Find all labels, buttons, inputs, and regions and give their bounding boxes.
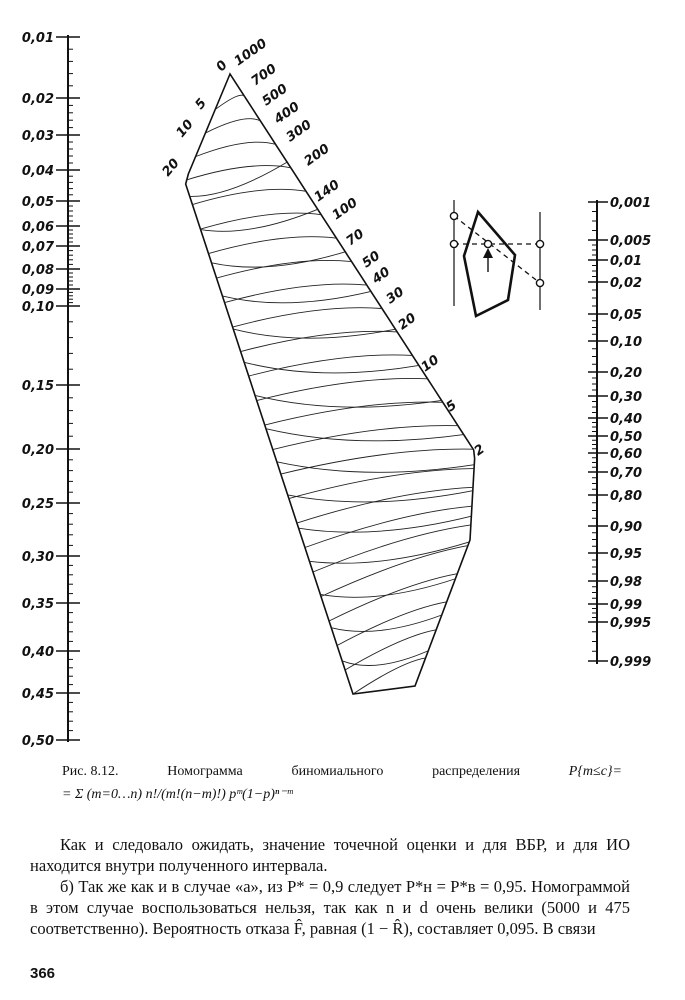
right-axis-label: 0,50 xyxy=(610,430,643,445)
paragraph-2: б) Так же как и в случае «а», из P* = 0,9 следует P*н = P*в = 0,95. Номограммой в этом случае воспользоваться нельзя, так как n и d очень велики (5000 и 475 соответственно). Вероятность отказа F̂, равная (1 − R̂), составляет 0,095. В связи xyxy=(30,877,630,938)
n-label: 300 xyxy=(283,117,315,146)
c-label: 0 xyxy=(213,57,231,75)
n-label: 400 xyxy=(271,99,303,128)
left-axis-label: 0,03 xyxy=(21,129,54,144)
key-node-circle xyxy=(536,279,543,286)
right-axis-label: 0,70 xyxy=(610,466,643,481)
left-axis-label: 0,40 xyxy=(21,645,54,660)
n-label: 30 xyxy=(383,284,408,308)
key-region xyxy=(464,212,515,316)
c-curve xyxy=(277,462,474,472)
caption-word3: распределения xyxy=(432,764,521,779)
left-axis-label: 0,25 xyxy=(21,497,54,512)
left-axis-label: 0,07 xyxy=(21,240,54,255)
left-axis-label: 0,10 xyxy=(21,300,54,315)
paragraph-1: Как и следовало ожидать, значение точечной оценки и для ВБР, и для ИО находится внутри полученного интервала. xyxy=(30,835,630,875)
c-curve xyxy=(201,209,318,231)
caption-prefix: Рис. 8.12. xyxy=(62,764,119,779)
c-curve xyxy=(331,615,442,631)
n-label: 700 xyxy=(248,61,280,90)
usage-key-diagram xyxy=(450,200,543,316)
n-curve xyxy=(297,487,473,523)
n-curve xyxy=(289,469,474,499)
body-text xyxy=(30,834,630,939)
n-curve xyxy=(241,331,398,351)
right-axis-label: 0,98 xyxy=(610,575,643,590)
right-axis xyxy=(588,196,651,670)
caption-formula-body: = Σ (m=0…n) n!/(m!(n−m)!) pᵐ(1−p)ⁿ⁻ᵐ xyxy=(62,787,293,802)
left-axis-label: 0,01 xyxy=(21,31,54,46)
c-curve xyxy=(266,429,464,441)
n-curve xyxy=(233,308,382,327)
c-label: 10 xyxy=(173,117,197,141)
n-curve xyxy=(217,260,352,278)
left-axis-label: 0,20 xyxy=(21,443,54,458)
caption-formula-head: P{m≤c}= xyxy=(568,764,622,779)
left-axis-label: 0,02 xyxy=(21,92,54,107)
key-node-circle xyxy=(450,240,457,247)
n-curve xyxy=(305,506,472,547)
n-curve xyxy=(208,237,336,254)
right-axis-label: 0,02 xyxy=(610,276,643,291)
n-label: 50 xyxy=(359,248,384,272)
right-axis-label: 0,995 xyxy=(610,616,652,631)
n-label: 2 xyxy=(471,441,488,460)
left-axis-label: 0,09 xyxy=(21,283,54,298)
right-axis-label: 0,001 xyxy=(610,196,652,211)
right-axis-label: 0,90 xyxy=(610,520,643,535)
left-axis-label: 0,06 xyxy=(21,220,54,235)
n-curve xyxy=(200,213,321,229)
right-axis-label: 0,30 xyxy=(610,390,643,405)
right-axis-label: 0,05 xyxy=(610,308,643,323)
c-label: 20 xyxy=(159,156,183,180)
n-curve xyxy=(257,378,428,400)
c-curve xyxy=(342,651,428,666)
right-axis-label: 0,005 xyxy=(610,234,652,249)
n-label: 40 xyxy=(369,264,394,288)
n-label: 200 xyxy=(301,141,333,170)
n-label: 1000 xyxy=(231,36,270,70)
page-number: 366 xyxy=(30,965,56,982)
n-label: 100 xyxy=(329,195,361,224)
right-axis-label: 0,01 xyxy=(610,254,643,269)
c-curve xyxy=(255,395,442,407)
c-curve xyxy=(309,542,469,563)
n-curve xyxy=(337,602,447,646)
right-axis-label: 0,80 xyxy=(610,489,643,504)
n-curve xyxy=(281,449,473,474)
right-axis-label: 0,20 xyxy=(610,366,643,381)
nomogram-grid xyxy=(186,74,475,694)
left-axis-label: 0,50 xyxy=(21,734,54,749)
figure-caption xyxy=(62,762,622,804)
right-axis-label: 0,60 xyxy=(610,447,643,462)
right-axis-label: 0,10 xyxy=(610,335,643,350)
c-curve xyxy=(190,162,287,196)
key-node-circle xyxy=(536,240,543,247)
c-curve xyxy=(244,362,419,373)
n-label: 10 xyxy=(418,352,443,376)
c-curve xyxy=(233,329,395,338)
left-axis-label: 0,05 xyxy=(21,195,54,210)
key-node-circle xyxy=(484,240,491,247)
n-label: 20 xyxy=(395,310,420,334)
caption-word2: биномиального xyxy=(291,764,384,779)
right-axis-label: 0,99 xyxy=(610,598,643,613)
right-axis-label: 0,40 xyxy=(610,412,643,427)
c-label: 5 xyxy=(192,95,210,113)
n-curve xyxy=(205,119,260,133)
left-axis-label: 0,08 xyxy=(21,263,54,278)
n-label: 140 xyxy=(311,177,343,206)
key-arrow-head xyxy=(483,248,493,258)
n-curve xyxy=(265,402,443,425)
left-axis-label: 0,30 xyxy=(21,550,54,565)
right-axis-label: 0,95 xyxy=(610,547,643,562)
n-curve xyxy=(273,426,458,450)
n-curve xyxy=(196,142,276,156)
n-curve xyxy=(321,546,468,597)
left-axis-label: 0,04 xyxy=(21,164,54,179)
left-axis-label: 0,35 xyxy=(21,597,54,612)
key-node-circle xyxy=(450,212,457,219)
left-axis-label: 0,45 xyxy=(21,687,54,702)
caption-word1: Номограмма xyxy=(167,764,243,779)
grid-outline xyxy=(186,74,475,694)
n-curve xyxy=(192,189,306,204)
n-label: 500 xyxy=(259,81,291,110)
left-axis-label: 0,15 xyxy=(21,379,54,394)
n-label: 5 xyxy=(443,397,460,416)
left-axis xyxy=(22,31,80,749)
right-axis-label: 0,999 xyxy=(610,655,652,670)
n-curve xyxy=(186,166,291,181)
n-curve xyxy=(225,284,367,302)
n-label: 70 xyxy=(343,226,368,250)
